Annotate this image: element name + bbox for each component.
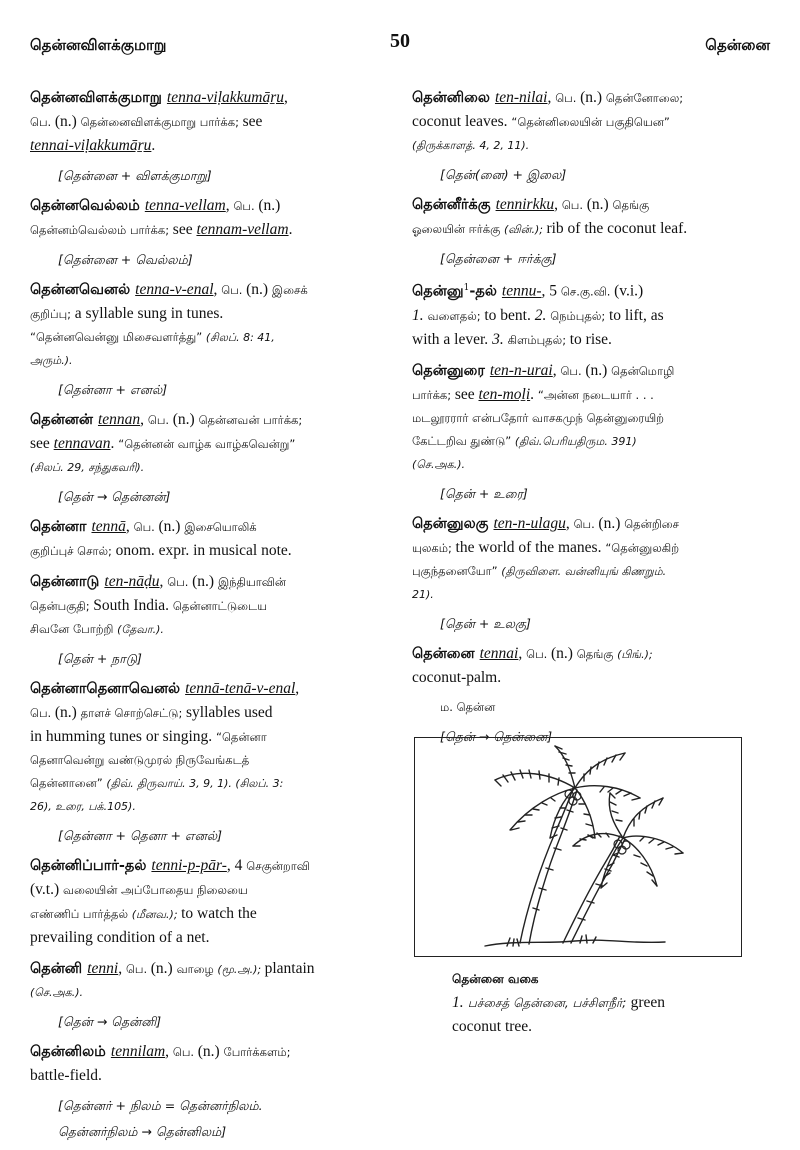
entry-text: (n.) bbox=[197, 1043, 224, 1060]
entry-text: . bbox=[110, 435, 119, 452]
entry-text: வாழை bbox=[176, 962, 218, 976]
entry-text: (n.) bbox=[150, 960, 177, 977]
entry-text: . bbox=[151, 137, 156, 154]
caption-title: தென்னை வகை bbox=[452, 972, 539, 986]
entry-line bbox=[30, 902, 388, 926]
entry-text: பெ. bbox=[221, 283, 247, 297]
entry-text: 1. bbox=[412, 306, 428, 324]
entry-text: to watch the bbox=[181, 905, 257, 922]
entry-text: (n.) bbox=[586, 196, 613, 213]
entry-line bbox=[30, 570, 388, 594]
entry-text: (செ.அக.). bbox=[30, 986, 83, 999]
entry-text: பெ. bbox=[133, 520, 159, 534]
transliteration: tennan bbox=[97, 411, 141, 428]
entry-text: பெ. bbox=[526, 646, 551, 661]
entry-text: (n.) bbox=[598, 514, 625, 532]
entry-line bbox=[30, 725, 388, 749]
entry-text: (திருவிளை. வன்னியுங் கிணறும். bbox=[501, 564, 667, 578]
entry-text: பெ. bbox=[561, 198, 587, 212]
entry-text: , bbox=[213, 281, 222, 298]
entry-text: “தென்னவென்னு மிசைவளர்த்து” bbox=[30, 330, 206, 344]
left-column bbox=[30, 86, 388, 1150]
transliteration: tennai-viḷakkumāṟu bbox=[30, 137, 152, 154]
dictionary-entry bbox=[412, 642, 772, 748]
dictionary-entry bbox=[30, 86, 388, 187]
entry-line bbox=[30, 515, 388, 539]
entry-text: இந்தியாவின் bbox=[217, 575, 287, 589]
transliteration: tenni-p-pār- bbox=[151, 857, 227, 874]
entry-text: (n.) bbox=[580, 89, 606, 106]
entry-line bbox=[30, 349, 388, 372]
headword: தென்னாடு bbox=[30, 574, 105, 590]
entry-text: (திவ். திருவாய். 3, 9, 1). (சிலப். 3: bbox=[106, 777, 284, 790]
transliteration: tennam-vellam bbox=[196, 221, 289, 238]
entry-text: , 5 bbox=[541, 282, 561, 300]
transliteration: tennā bbox=[91, 518, 126, 535]
header-right-guideword: தென்னை bbox=[705, 36, 770, 54]
entry-text: தாளச் சொற்செட்டு; bbox=[80, 706, 186, 720]
entry-text: 1 bbox=[463, 283, 470, 293]
dictionary-entry bbox=[30, 957, 388, 1033]
transliteration: tennā-tenā-v-enal bbox=[185, 680, 296, 697]
entry-line bbox=[30, 749, 388, 772]
entry-text: battle-field. bbox=[30, 1067, 102, 1084]
entry-text: , bbox=[554, 196, 562, 213]
entry-text: , bbox=[295, 680, 300, 697]
entry-text: தென்னோலை; bbox=[605, 91, 684, 105]
headword: தென்னீர்க்கு bbox=[412, 197, 496, 213]
headword: தென்னுலகு bbox=[412, 515, 494, 532]
transliteration: tenni bbox=[87, 960, 119, 977]
entry-text: 3. bbox=[492, 330, 508, 348]
headword: தென்னா bbox=[30, 519, 92, 535]
entry-text: South India. bbox=[93, 597, 173, 614]
transliteration: ten-nāḍu bbox=[104, 573, 160, 590]
entry-text: தெங்கு bbox=[612, 198, 650, 212]
etymology: [தென்னர் + நிலம் = தென்னர்நிலம். bbox=[58, 1098, 263, 1113]
entry-text: (சிலப். 29, சந்துகவரி). bbox=[30, 461, 145, 474]
entry-line bbox=[30, 594, 388, 618]
entry-line bbox=[412, 86, 772, 110]
entry-line bbox=[30, 878, 388, 902]
entry-text: தென்னவன் பார்க்க; bbox=[198, 413, 303, 427]
entry-text: பெ. bbox=[147, 413, 173, 427]
transliteration: ten-n-urai bbox=[489, 361, 553, 379]
coconut-palm-illustration bbox=[414, 737, 742, 957]
entry-text: தென்னாட்டுடைய bbox=[172, 599, 267, 613]
entry-text: , bbox=[518, 644, 527, 662]
headword: தென்னவெல்லம் bbox=[30, 198, 145, 214]
entry-line bbox=[30, 957, 388, 981]
entry-text: கிளம்புதல்; bbox=[507, 332, 570, 347]
headword: தென்னை bbox=[412, 645, 480, 662]
entry-text: தென்பகுதி; bbox=[30, 599, 94, 613]
entry-line bbox=[412, 304, 772, 328]
etymology: [தென் → தென்னை] bbox=[440, 728, 553, 744]
etymology: [தென் + நாடு] bbox=[58, 651, 142, 666]
entry-line bbox=[30, 86, 388, 110]
entry-text: பெ. bbox=[30, 115, 55, 129]
entry-line bbox=[30, 795, 388, 818]
dictionary-entry bbox=[30, 677, 388, 847]
entry-text: syllables used bbox=[185, 704, 273, 721]
entry-line bbox=[30, 981, 388, 1004]
entry-line bbox=[412, 217, 772, 241]
entry-text: , bbox=[118, 960, 126, 977]
entry-text: , bbox=[140, 411, 148, 428]
page-number: 50 bbox=[390, 30, 410, 52]
dictionary-entry bbox=[412, 512, 772, 635]
entry-line bbox=[30, 194, 388, 218]
entry-text: to bent. bbox=[484, 306, 535, 324]
entry-line bbox=[412, 642, 772, 666]
headword: -தல் bbox=[469, 283, 502, 300]
transliteration: tenna-vellam bbox=[144, 197, 226, 214]
entry-line bbox=[412, 193, 772, 217]
entry-text: to lift, as bbox=[608, 306, 664, 324]
entry-text: 2. bbox=[534, 306, 551, 324]
transliteration: tenna-viḷakkumāṟu bbox=[166, 89, 284, 106]
entry-line bbox=[412, 328, 772, 352]
entry-text: see bbox=[172, 221, 197, 238]
transliteration: tennirkku bbox=[495, 196, 555, 213]
entry-text: , bbox=[565, 514, 574, 532]
entry-line bbox=[30, 854, 388, 878]
dictionary-entry bbox=[412, 359, 772, 505]
caption-english: green bbox=[630, 994, 666, 1011]
entry-text: . bbox=[288, 221, 293, 238]
entry-text: மடலூரரார் என்பதோர் வாசகமுந் தென்னுரையிற் bbox=[412, 410, 664, 425]
dictionary-entry bbox=[30, 1040, 388, 1143]
entry-text: பெ. bbox=[167, 575, 193, 589]
entry-text: 21). bbox=[412, 587, 434, 601]
entry-line bbox=[412, 583, 772, 606]
entry-line bbox=[412, 512, 772, 536]
entry-text: “தென்னா bbox=[216, 730, 267, 744]
etymology: [தென்னை + விளக்குமாறு] bbox=[58, 168, 212, 183]
entry-text: பெ. bbox=[555, 91, 581, 105]
entry-text: போர்க்களம்; bbox=[223, 1045, 291, 1059]
etymology: [தென்னை + வெல்லம்] bbox=[58, 252, 193, 267]
entry-text: “தென்னன் வாழ்க வாழ்கவென்று” bbox=[118, 437, 296, 451]
entry-line bbox=[412, 407, 772, 430]
entry-text: (v.t.) bbox=[30, 881, 63, 898]
etymology: [தென்னா + எனல்] bbox=[58, 382, 168, 397]
entry-text: (v.i.) bbox=[614, 282, 644, 300]
transliteration: tenna-v-enal bbox=[135, 281, 214, 298]
entry-line bbox=[30, 432, 388, 456]
entry-line bbox=[412, 110, 772, 134]
entry-line bbox=[412, 383, 772, 407]
entry-line bbox=[30, 302, 388, 326]
entry-text: (n.) bbox=[246, 281, 272, 298]
entry-text: rib of the coconut leaf. bbox=[546, 220, 688, 237]
dictionary-entry bbox=[412, 86, 772, 186]
headword: தென்னுரை bbox=[412, 362, 490, 379]
entry-text: “தென்னிலையின் பகுதியென” bbox=[511, 115, 670, 129]
dictionary-entry bbox=[30, 194, 388, 271]
entry-text: prevailing condition of a net. bbox=[30, 929, 210, 946]
header-left-guideword: தென்னவிளக்குமாறு bbox=[30, 36, 167, 54]
entry-text: coconut-palm. bbox=[412, 668, 502, 686]
entry-line bbox=[412, 134, 772, 157]
entry-text: வலையின் அப்போதைய நிலையை bbox=[63, 883, 248, 897]
entry-line bbox=[30, 926, 388, 950]
entry-text: பெ. bbox=[560, 363, 586, 378]
entry-line bbox=[30, 326, 388, 349]
entry-text: (n.) bbox=[585, 361, 612, 379]
entry-text: சிவனே போற்றி bbox=[30, 622, 118, 636]
entry-line bbox=[412, 560, 772, 583]
etymology: [தென் + உரை] bbox=[440, 485, 528, 501]
caption-number: 1. bbox=[452, 994, 464, 1011]
dictionary-entry bbox=[30, 278, 388, 401]
entry-text: (திவ்.பெரியதிரும. 391) bbox=[514, 434, 637, 448]
entry-text: செ.கு.வி. bbox=[560, 284, 615, 299]
transliteration: tennu- bbox=[501, 282, 542, 300]
entry-line bbox=[30, 218, 388, 242]
entry-line bbox=[412, 536, 772, 560]
entry-text: the world of the manes. bbox=[455, 538, 606, 556]
entry-text: , bbox=[125, 518, 134, 535]
entry-text: பெ. bbox=[172, 1045, 198, 1059]
entry-line bbox=[412, 453, 772, 476]
headword: தென்னிப்பார்-தல் bbox=[30, 858, 152, 874]
transliteration: tennilam bbox=[110, 1043, 166, 1060]
entry-line bbox=[30, 539, 388, 563]
caption-english-cont: coconut tree. bbox=[452, 1018, 533, 1035]
entry-line bbox=[412, 430, 772, 453]
entry-text: (செ.அக.). bbox=[412, 457, 465, 471]
etymology: [தென்னா + தெனா + எனல்] bbox=[58, 828, 223, 843]
headword: தென்னவெனல் bbox=[30, 282, 136, 298]
etymology: [தென் → தென்னன்] bbox=[58, 489, 171, 504]
entry-text: (n.) bbox=[158, 518, 185, 535]
entry-text: இசைக் bbox=[271, 283, 308, 297]
entry-text: கேட்டறிவ துண்டு” bbox=[412, 433, 515, 448]
entry-text: “அன்ன நடையார் . . . bbox=[537, 387, 654, 402]
entry-text: பெ. bbox=[573, 516, 599, 531]
headword: தென்னன் bbox=[30, 412, 98, 428]
entry-text: (வின்.); bbox=[503, 223, 547, 236]
entry-text: (மூ.அ.); bbox=[217, 963, 265, 976]
headword: தென்னிலம் bbox=[30, 1044, 111, 1060]
entry-line bbox=[30, 701, 388, 725]
entry-text: , bbox=[552, 361, 561, 379]
entry-text: அரும்.). bbox=[30, 354, 73, 367]
entry-text: , bbox=[547, 89, 556, 106]
entry-line bbox=[412, 277, 772, 304]
headword: தென்னிலை bbox=[412, 90, 495, 106]
entry-text: தென்னம்வெல்லம் பார்க்க; bbox=[30, 223, 173, 237]
transliteration: tennai bbox=[479, 644, 519, 662]
entry-text: , bbox=[159, 573, 168, 590]
entry-text: coconut leaves. bbox=[412, 113, 512, 130]
transliteration: tennavan bbox=[53, 435, 111, 452]
entry-line bbox=[30, 1040, 388, 1064]
coconut-tree-drawing bbox=[415, 738, 741, 956]
entry-text: குறிப்புச் சொல்; bbox=[30, 544, 116, 558]
entry-line bbox=[30, 110, 388, 134]
etymology: தென்னர்நிலம் → தென்னிலம்] bbox=[58, 1124, 227, 1139]
entry-text: , bbox=[225, 197, 234, 214]
dictionary-entry bbox=[412, 193, 772, 270]
entry-text: , bbox=[284, 89, 288, 106]
entry-text: எண்ணிப் பார்த்தல் bbox=[30, 907, 132, 921]
entry-text: a syllable sung in tunes. bbox=[74, 305, 224, 322]
transliteration: ten-moḻi bbox=[478, 385, 531, 403]
entry-text: தென்னைவிளக்குமாறு பார்க்க; bbox=[80, 115, 243, 129]
entry-text: தென்மொழி bbox=[611, 363, 675, 378]
entry-text: பார்க்க; bbox=[412, 387, 455, 402]
entry-text: பெ. bbox=[30, 706, 55, 720]
entry-text: 26), உரை, பக்.105). bbox=[30, 800, 136, 813]
entry-text: ஓலையின் ஈர்க்கு bbox=[412, 222, 504, 236]
entry-line bbox=[412, 359, 772, 383]
entry-text: (n.) bbox=[550, 644, 577, 662]
entry-text: (தேவா.). bbox=[117, 623, 164, 636]
dictionary-entry bbox=[30, 408, 388, 508]
entry-text: , bbox=[165, 1043, 173, 1060]
cognate: ம. தென்ன bbox=[440, 699, 496, 714]
entry-text: (n.) bbox=[54, 704, 81, 721]
etymology: [தென்(னை) + இலை] bbox=[440, 167, 567, 182]
dictionary-entry bbox=[30, 515, 388, 563]
entry-text: (மீனவ.); bbox=[131, 908, 182, 921]
entry-line bbox=[30, 772, 388, 795]
entry-text: செகுன்றாவி bbox=[246, 859, 310, 873]
entry-text: see bbox=[30, 435, 54, 452]
etymology: [தென்னை + ஈர்க்கு] bbox=[440, 251, 557, 266]
entry-line bbox=[412, 666, 772, 690]
entry-text: (சிலப். 8: 41, bbox=[205, 331, 275, 344]
entry-text: இசையொலிக் bbox=[184, 520, 257, 534]
page-header bbox=[30, 30, 770, 60]
entry-text: யுலகம்; bbox=[412, 540, 456, 555]
entry-text: onom. expr. in musical note. bbox=[115, 542, 292, 559]
right-column bbox=[412, 86, 772, 755]
entry-text: (n.) bbox=[192, 573, 218, 590]
entry-line bbox=[30, 677, 388, 701]
headword: தென்னி bbox=[30, 961, 88, 977]
entry-text: வளைதல்; bbox=[427, 308, 485, 323]
entry-text: with a lever. bbox=[412, 330, 493, 348]
entry-text: (பிங்.); bbox=[617, 647, 653, 661]
entry-line bbox=[30, 456, 388, 479]
entry-text: in humming tunes or singing. bbox=[30, 728, 216, 745]
dictionary-entry bbox=[30, 854, 388, 950]
entry-text: (n.) bbox=[172, 411, 199, 428]
entry-text: தென்னானை” bbox=[30, 776, 107, 790]
entry-text: plantain bbox=[264, 960, 315, 977]
entry-text: தெனாவென்று வண்டுமுரல் நிருவேங்கடத் bbox=[30, 753, 250, 767]
caption-tamil: பச்சைத் தென்னை, பச்சிளநீர்; bbox=[467, 996, 627, 1010]
entry-line bbox=[30, 408, 388, 432]
figure-caption bbox=[452, 968, 772, 1039]
entry-text: (n.) bbox=[258, 197, 281, 214]
entry-line bbox=[30, 278, 388, 302]
entry-text: நெம்புதல்; bbox=[550, 308, 609, 323]
transliteration: ten-n-ulagu bbox=[493, 514, 566, 532]
entry-text: . bbox=[530, 385, 538, 403]
entry-text: பெ. bbox=[125, 962, 151, 976]
dictionary-entry bbox=[30, 570, 388, 670]
entry-text: (திருக்காளத். 4, 2, 11). bbox=[412, 139, 530, 152]
entry-line bbox=[30, 134, 388, 158]
entry-text: to rise. bbox=[569, 330, 612, 348]
etymology: [தென் + உலகு] bbox=[440, 615, 531, 631]
entry-text: தென்றிசை bbox=[624, 516, 679, 531]
headword: தென்னு bbox=[412, 283, 464, 300]
entry-line bbox=[30, 1064, 388, 1088]
entry-text: பெ. bbox=[233, 199, 259, 213]
entry-text: , 4 bbox=[226, 857, 247, 874]
etymology: [தென் → தென்னி] bbox=[58, 1014, 162, 1029]
entry-text: “தென்னுலகிற் bbox=[605, 540, 680, 555]
entry-text: தெங்கு bbox=[576, 646, 618, 661]
entry-line bbox=[30, 618, 388, 641]
entry-text: see bbox=[454, 385, 479, 403]
entry-text: (n.) bbox=[54, 113, 81, 130]
entry-text: புகுந்தனையோ” bbox=[412, 563, 502, 578]
entry-text: குறிப்பு; bbox=[30, 307, 75, 321]
headword: தென்னாதெனாவெனல் bbox=[30, 681, 186, 697]
headword: தென்னவிளக்குமாறு bbox=[30, 90, 167, 106]
dictionary-entry bbox=[412, 277, 772, 352]
transliteration: ten-nilai bbox=[494, 89, 548, 106]
entry-text: see bbox=[242, 113, 263, 130]
